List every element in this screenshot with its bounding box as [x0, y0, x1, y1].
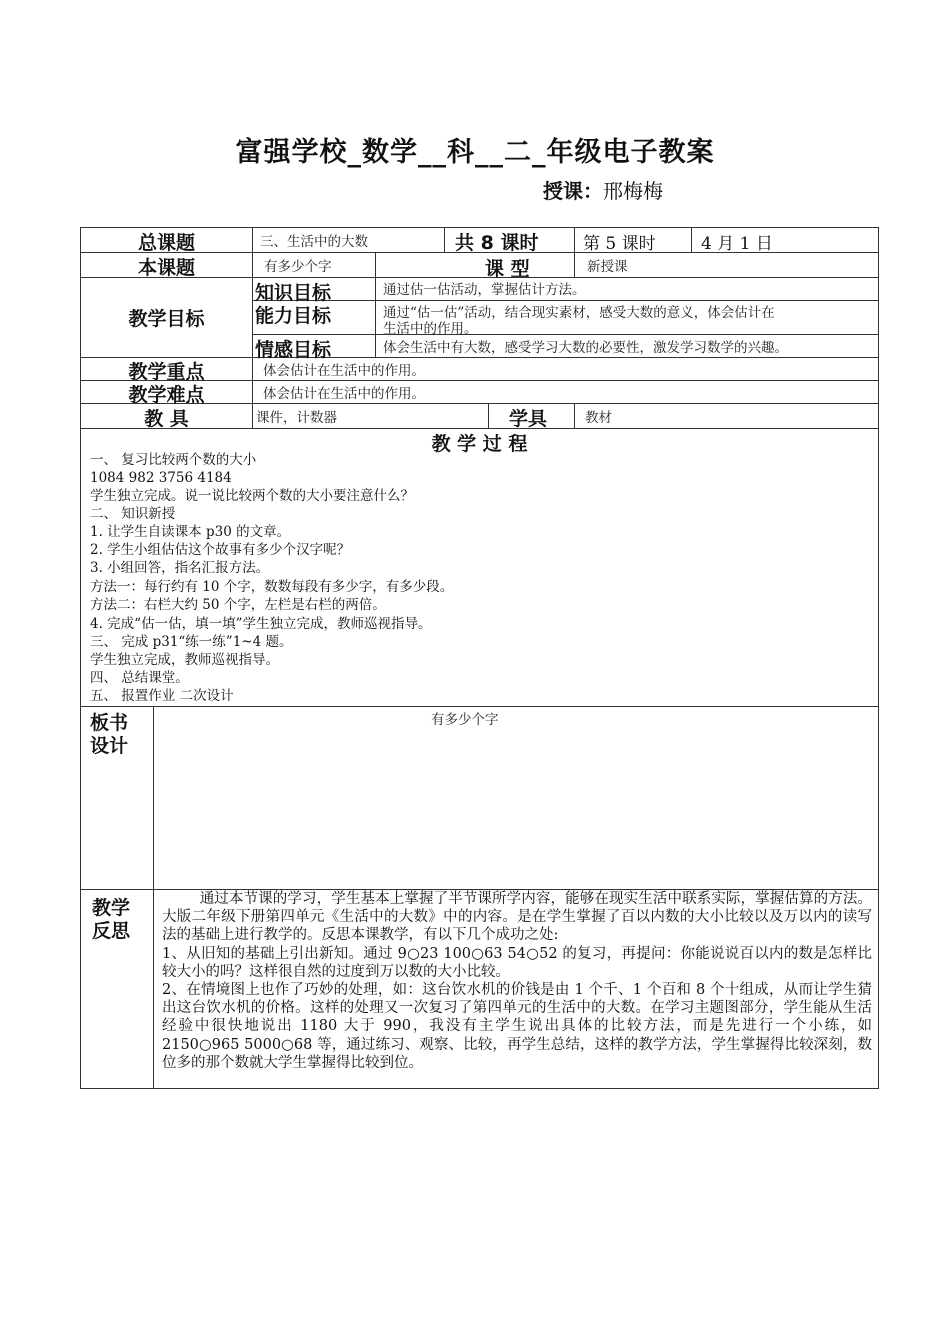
- total-hours: 共 8 课时: [455, 232, 539, 254]
- process-heading: 教 学 过 程: [431, 433, 528, 455]
- knowledge-goal-label: 知识目标: [255, 282, 332, 304]
- reflection-label-line1: 教学: [92, 897, 131, 919]
- type-label: 课 型: [485, 258, 530, 280]
- student-tools-text: 教材: [585, 410, 612, 426]
- reflection-paragraph: 通过本节课的学习，学生基本上掌握了半节课所学内容，能够在现实生活中联系实际，掌握估算的方法。大版二年级下册第四单元《生活中的大数》中的内容。是在学生掌握了百以内数的大小比较以及万以内的读写法的基础上进行教学的。反思本课教学，有以下几个成功之处:: [162, 891, 872, 944]
- knowledge-goal-text: 通过估一估活动，掌握估计方法。: [383, 282, 586, 298]
- row-divider: [81, 706, 878, 707]
- student-tools-label: 学具: [509, 408, 548, 430]
- col-divider: [574, 228, 575, 277]
- reflection-paragraph: 2、在情境图上也作了巧妙的处理，如：这台饮水机的价钱是由 1 个千、1 个百和 8 个十组成，从而让学生猜出这台饮水机的价格。这样的处理又一次复习了第四单元的生活中的大数。在学习主题图部分，学生能从生活经验中很快地说出 1180 大于 990，我没有主学生说出具体的比较方法，而是先进行一个小练，如 2150○965 5000○68 等，通过练习、观察、比较，再学生总结，这样的教学方法，学生掌握得比较深刻，数位多的那个数就大学生掌握得比较到位。: [162, 982, 872, 1071]
- process-line: 方法二：右栏大约 50 个字，左栏是右栏的两倍。: [90, 597, 386, 613]
- tools-text: 课件，计数器: [256, 410, 337, 426]
- process-line: 方法一：每行约有 10 个字，数数每段有多少字，有多少段。: [90, 579, 454, 595]
- tools-label: 教 具: [144, 408, 189, 430]
- row-divider: [252, 334, 878, 335]
- col-divider: [574, 403, 575, 428]
- lesson-plan-table: [80, 227, 879, 1089]
- process-line: 学生独立完成，教师巡视指导。: [90, 652, 279, 668]
- difficulty-text: 体会估计在生活中的作用。: [263, 386, 425, 402]
- col-divider: [691, 228, 692, 252]
- process-line: 2. 学生小组估估这个故事有多少个汉字呢？: [90, 542, 351, 558]
- reflection-paragraph: 1、从旧知的基础上引出新知。通过 9○23 100○63 54○52 的复习，再提问：你能说说百以内的数是怎样比较大小的吗？这样很自然的过度到万以数的大小比较。: [162, 945, 872, 980]
- lesson-label: 本课题: [137, 257, 195, 279]
- key-point-label: 教学重点: [128, 361, 205, 383]
- current-hour: 第 5 课时: [583, 234, 656, 254]
- ability-goal-label: 能力目标: [255, 305, 332, 327]
- col-divider: [153, 706, 154, 1088]
- teacher-line: [543, 175, 663, 204]
- teacher-label: 授课：: [543, 179, 603, 203]
- col-divider: [488, 403, 489, 428]
- process-line: 1. 让学生自读课本 p30 的文章。: [90, 524, 291, 540]
- process-line: 4. 完成“估一估，填一填”学生独立完成，教师巡视指导。: [90, 616, 432, 632]
- emotion-goal-label: 情感目标: [255, 339, 332, 361]
- type-value: 新授课: [587, 259, 628, 275]
- process-line: 五、 报置作业 二次设计: [90, 688, 234, 704]
- reflection-text: [162, 890, 872, 1072]
- goals-label: 教学目标: [128, 308, 205, 330]
- process-line: 1084 982 3756 4184: [90, 470, 232, 486]
- difficulty-label: 教学难点: [128, 384, 205, 406]
- process-line: 3. 小组回答，指名汇报方法。: [90, 560, 270, 576]
- ability-goal-text-line1: 通过“估一估”活动，结合现实素材，感受大数的意义，体会估计在: [383, 305, 775, 321]
- col-divider: [252, 228, 253, 428]
- emotion-goal-text: 体会生活中有大数，感受学习大数的必要性，激发学习数学的兴趣。: [383, 340, 788, 356]
- teacher-name: 邢梅梅: [603, 179, 663, 203]
- col-divider: [375, 252, 376, 277]
- total-topic-value: 三、生活中的大数: [260, 234, 368, 250]
- process-line: 四、 总结课堂。: [90, 670, 189, 686]
- col-divider: [444, 228, 445, 252]
- process-line: 二、 知识新授: [90, 506, 176, 522]
- total-topic-label: 总课题: [137, 232, 195, 254]
- process-line: 一、 复习比较两个数的大小: [90, 452, 257, 468]
- reflection-label-line2: 反思: [92, 920, 131, 942]
- lesson-value: 有多少个字: [264, 259, 332, 275]
- ability-goal-text-line2: 生活中的作用。: [383, 321, 478, 337]
- board-label-line1: 板书: [90, 712, 129, 734]
- board-content: 有多少个字: [431, 712, 499, 728]
- key-point-text: 体会估计在生活中的作用。: [263, 363, 425, 379]
- col-divider: [375, 277, 376, 357]
- board-label-line2: 设计: [90, 735, 129, 757]
- process-line: 三、 完成 p31“练一练”1~4 题。: [90, 634, 293, 650]
- page-title: 富强学校_数学__科__二_年级电子教案: [235, 137, 715, 168]
- lesson-date: 4 月 1 日: [701, 234, 773, 254]
- process-line: 学生独立完成。说一说比较两个数的大小要注意什么？: [90, 488, 414, 504]
